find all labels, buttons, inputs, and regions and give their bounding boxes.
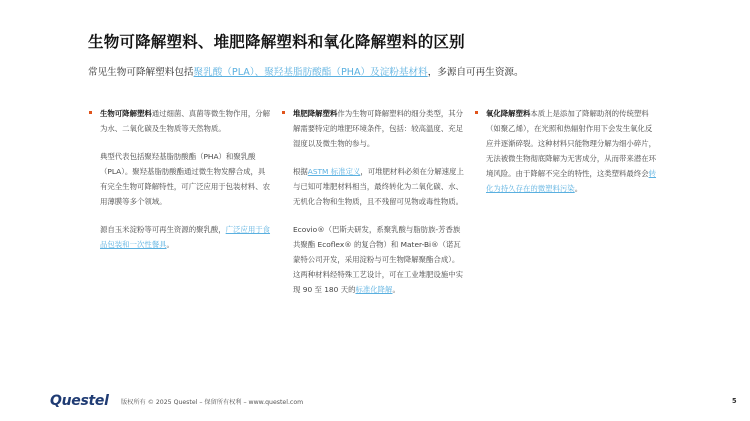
col3-period: 。 xyxy=(574,184,583,193)
col2-definition: 作为生物可降解塑料的细分类型，其分解需要特定的堆肥环境条件，包括：较高温度、充足湿度以及微生物的参与。 xyxy=(293,109,464,148)
col1-paragraph-3 xyxy=(100,222,272,252)
col1-food-packaging-link[interactable]: 广泛应用于食品包装和一次性餐具 xyxy=(100,225,271,249)
col2-astm-text: ，可堆肥材料必须在分解速度上与已知可堆肥材料相当，最终转化为二氧化碳、水、无机化合物和生物质，且不残留可见物或毒性物质。 xyxy=(293,167,464,206)
footer-copyright: 版权所有 © 2025 Questel – 保留所有权利 – www.questel.com xyxy=(121,399,304,406)
col3-definition: 本质上是添加了降解助剂的传统塑料（如聚乙烯），在光照和热辐射作用下会发生氧化反应并逐渐碎裂。这种材料只能物理分解为细小碎片，无法被微生物彻底降解为无害成分，从而带来潜在环境风险。由于降解不完全的特性，这类塑料最终会 xyxy=(486,109,656,178)
col2-period: 。 xyxy=(392,285,400,294)
col2-examples-text: Ecovio®（巴斯夫研发，系聚乳酸与脂肪族-芳香族共聚酯 Ecoflex® 的复合物）和 Mater-Bi®（诺瓦蒙特公司开发，采用淀粉与可生物降解聚酯合成）。这两种材料经特殊工艺设计，可在工业堆肥设施中实现 90 至 180 天的 xyxy=(293,225,463,294)
subtitle xyxy=(88,64,524,78)
col2-paragraph-3 xyxy=(293,222,465,297)
col1-paragraph-1 xyxy=(100,106,272,136)
col1-definition: 通过细菌、真菌等微生物作用，分解为水、二氧化碳及生物质等天然物质。 xyxy=(100,109,271,133)
bullet-icon xyxy=(89,111,92,114)
col2-term: 堆肥降解塑料 xyxy=(293,109,338,118)
col1-pla-text: 源自玉米淀粉等可再生资源的聚乳酸， xyxy=(100,225,226,234)
page-number: 5 xyxy=(732,397,737,405)
subtitle-prefix: 常见生物可降解塑料包括 xyxy=(88,67,194,78)
page-title: 生物可降解塑料、堆肥降解塑料和氧化降解塑料的区别 xyxy=(88,33,465,51)
col2-astm-prefix: 根据 xyxy=(293,167,308,176)
col2-astm-link[interactable]: ASTM 标准定义 xyxy=(307,167,361,176)
column-oxo-degradable xyxy=(486,106,658,209)
col1-term: 生物可降解塑料 xyxy=(100,109,152,118)
col2-standard-degradation-link[interactable]: 标准化降解 xyxy=(355,285,393,294)
subtitle-suffix: ，多源自可再生资源。 xyxy=(427,67,524,78)
col1-paragraph-2: 典型代表包括聚羟基脂肪酸酯（PHA）和聚乳酸（PLA）。聚羟基脂肪酸酯通过微生物发酵合成，具有完全生物可降解特性，可广泛应用于包装材料、农用薄膜等多个领域。 xyxy=(100,152,270,206)
subtitle-materials-link[interactable]: 聚乳酸（PLA）、聚羟基脂肪酸酯（PHA）及淀粉基材料 xyxy=(193,67,428,78)
col1-period: 。 xyxy=(166,240,174,249)
questel-logo[interactable]: Questel xyxy=(50,393,109,409)
bullet-icon xyxy=(475,111,478,114)
col3-term: 氧化降解塑料 xyxy=(486,109,531,118)
col2-paragraph-2 xyxy=(293,164,465,209)
col2-paragraph-1 xyxy=(293,106,465,151)
col3-microplastics-link[interactable]: 转化为持久存在的微塑料污染 xyxy=(486,169,657,193)
column-compostable xyxy=(293,106,465,310)
column-biodegradable xyxy=(100,106,272,265)
bullet-icon xyxy=(282,111,285,114)
col3-paragraph-1 xyxy=(486,106,658,196)
